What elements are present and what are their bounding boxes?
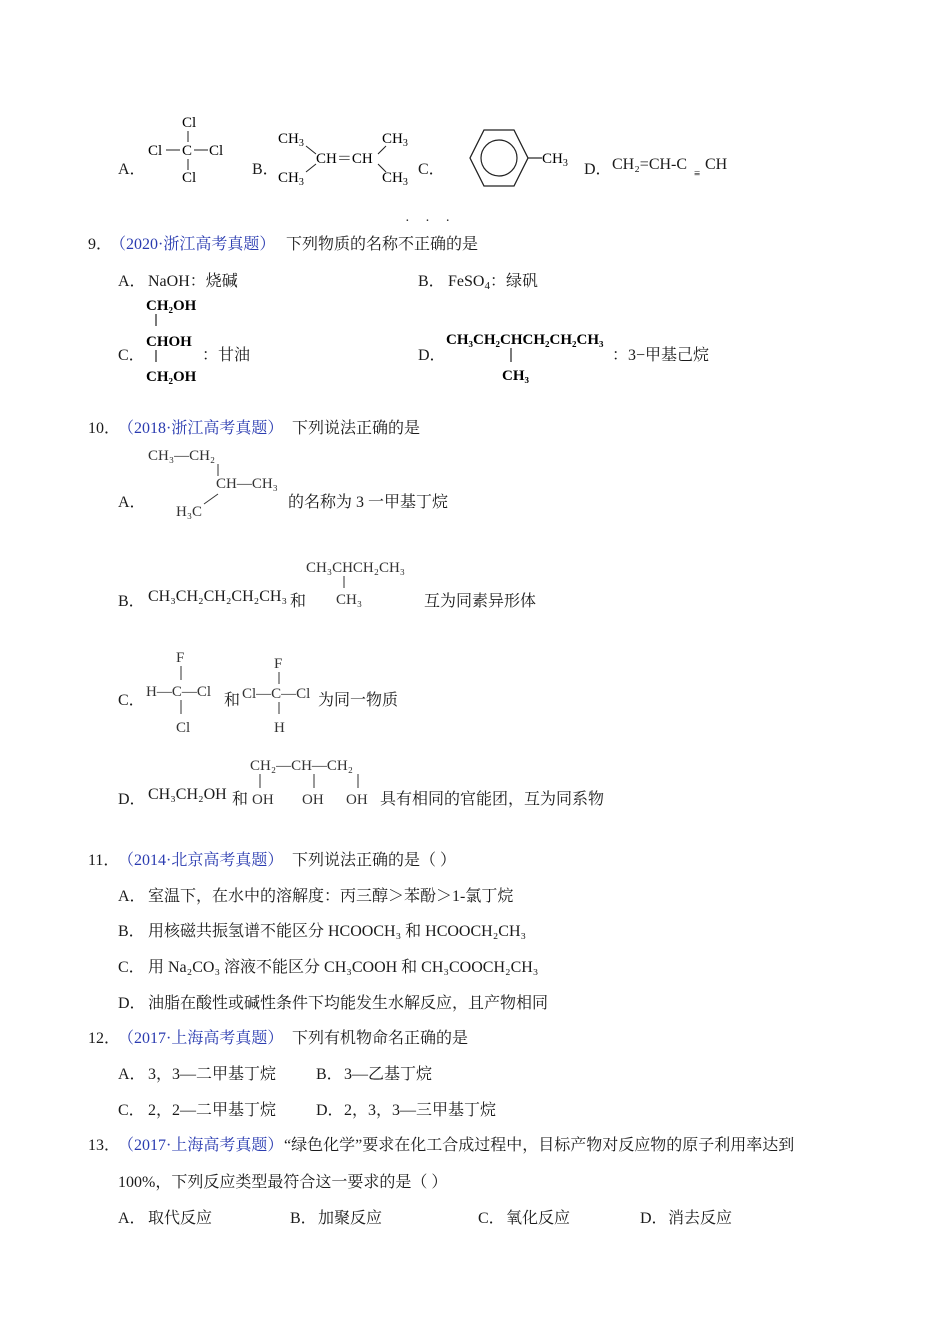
q9-option-b-text: FeSO$_4$：绿矾 <box>448 273 538 292</box>
q8-option-d-letter: D． <box>584 161 612 178</box>
svg-text:OH: OH <box>302 792 324 808</box>
svg-text:Cl—C—Cl: Cl—C—Cl <box>242 686 311 702</box>
q9-option-a-text: NaOH：烧碱 <box>148 273 238 290</box>
q12-option-b-text: 3—乙基丁烷 <box>344 1066 433 1083</box>
q9-emphasis-dots: · · · <box>405 214 456 229</box>
svg-text:CH₃CHCH₂CH₃: CH₃CHCH₂CH₃ <box>306 560 406 576</box>
svg-text:H: H <box>274 720 285 736</box>
q8-option-c-toluene <box>444 126 568 190</box>
q9-number: 9． <box>88 236 113 253</box>
svg-text:CH3: $CH_3$ <box>278 170 304 188</box>
svg-text:CHOH: CHOH <box>146 334 192 350</box>
q12-option-a-letter: A． <box>118 1066 146 1083</box>
double-bond-chain: CH＝CH <box>316 151 373 167</box>
svg-text:CH—CH₃: CH—CH₃ <box>216 476 278 492</box>
q10-option-b-formula: CH₃CH₂CH₂CH₂CH₃ <box>148 588 288 605</box>
q13-option-c-letter: C． <box>478 1210 505 1227</box>
q13-source: （2017·上海高考真题） <box>118 1137 284 1154</box>
q13-option-d-letter: D． <box>640 1210 668 1227</box>
q9-option-c-name: ：甘油 <box>202 347 251 364</box>
svg-text:F: F <box>274 656 283 672</box>
q8-option-d-formula: CH₂=CH-C <box>612 156 688 173</box>
q10-option-b-letter: B． <box>118 593 145 610</box>
svg-text:CH₃: CH₃ <box>502 368 529 384</box>
q9-option-c-letter: C． <box>118 347 145 364</box>
q10-option-b-structure <box>304 554 428 610</box>
svg-text:H₃C: H₃C <box>176 504 203 520</box>
svg-text:CH3: $CH_3$ <box>278 131 304 149</box>
q11-option-c-text: 用 Na₂CO₃ 溶液不能区分 CH₃COOH 和 CH₃COOCH₂CH₃ <box>148 959 539 976</box>
atom-cl-bottom: Cl <box>182 170 197 186</box>
q9-option-d-structure <box>444 328 619 386</box>
q8-option-d-end: CH <box>705 156 728 173</box>
q8-option-b-structure <box>276 126 416 190</box>
q13-option-b-letter: B． <box>290 1210 317 1227</box>
svg-text:H—C—Cl: H—C—Cl <box>146 684 212 700</box>
q11-option-d-text: 油脂在酸性或碱性条件下均能发生水解反应，且产物相同 <box>148 995 549 1012</box>
q9-option-c-glycerol <box>144 294 214 386</box>
svg-text:CH₃: CH₃ <box>336 592 363 608</box>
q13-option-c-text: 氧化反应 <box>506 1210 571 1227</box>
q10-option-b-text: 互为同素异形体 <box>424 593 537 610</box>
q11-option-a-text: 室温下，在水中的溶解度：丙三醇＞苯酚＞1-氯丁烷 <box>148 888 514 905</box>
atom-c-center: C <box>182 143 193 159</box>
svg-text:CH3: $CH_3$ <box>542 151 568 169</box>
q10-option-c-letter: C． <box>118 692 145 709</box>
q8-option-b-letter: B． <box>252 161 279 178</box>
q10-option-a-text: 的名称为 3 一甲基丁烷 <box>288 494 449 511</box>
svg-text:CH₂—CH—CH₂: CH₂—CH—CH₂ <box>250 758 353 774</box>
q12-option-a-text: 3，3—二甲基丁烷 <box>148 1066 277 1083</box>
q11-option-b-text: 用核磁共振氢谱不能区分 HCOOCH₃ 和 HCOOCH₂CH₃ <box>148 923 527 940</box>
q11-option-c-letter: C． <box>118 959 145 976</box>
q13-option-d-text: 消去反应 <box>668 1210 733 1227</box>
atom-cl-left: Cl <box>148 143 163 159</box>
q13-option-a-text: 取代反应 <box>148 1210 213 1227</box>
atom-cl-right: Cl <box>209 143 224 159</box>
q10-option-d-and: 和 <box>232 791 249 808</box>
q13-option-b-text: 加聚反应 <box>318 1210 383 1227</box>
q11-source: （2014·北京高考真题） <box>118 852 284 869</box>
q9-option-d-name: ：3−甲基己烷 <box>612 347 710 364</box>
q10-number: 10． <box>88 420 121 437</box>
q9-option-b-letter: B． <box>418 273 445 290</box>
q10-option-b-and: 和 <box>290 593 307 610</box>
q11-option-d-letter: D． <box>118 995 146 1012</box>
q10-option-c-text: 为同一物质 <box>318 692 399 709</box>
svg-text:CH₃CH₂CHCH₂CH₂CH₃: CH₃CH₂CHCH₂CH₂CH₃ <box>446 332 604 348</box>
svg-text:CH₃—CH₂: CH₃—CH₂ <box>148 448 216 464</box>
q10-stem: 下列说法正确的是 <box>292 420 421 437</box>
q10-option-d-text: 具有相同的官能团，互为同系物 <box>380 791 605 808</box>
q11-option-a-letter: A． <box>118 888 146 905</box>
svg-text:Cl: Cl <box>176 720 191 736</box>
q13-stem-line-2: 100%，下列反应类型最符合这一要求的是（ ） <box>118 1174 448 1191</box>
q9-option-a-letter: A． <box>118 273 146 290</box>
svg-text:CH₂OH: CH₂OH <box>146 298 197 314</box>
q10-source: （2018·浙江高考真题） <box>118 420 284 437</box>
q9-emphasis: 不正确 <box>398 236 447 253</box>
q11-stem: 下列说法正确的是（ ） <box>292 852 457 869</box>
q8-option-a-letter: A． <box>118 161 146 178</box>
svg-text:OH: OH <box>252 792 274 808</box>
q12-number: 12． <box>88 1030 121 1047</box>
q10-option-a-letter: A． <box>118 494 146 511</box>
q9-stem: 下列物质的名称不正确的是 <box>286 236 479 253</box>
q9-source: （2020·浙江高考真题） <box>110 236 276 253</box>
q10-option-c-molecule-2 <box>240 650 324 740</box>
q11-number: 11． <box>88 852 120 869</box>
triple-bond-mark: ≡ <box>694 168 701 180</box>
q8-option-a-structure <box>146 112 231 188</box>
q12-source: （2017·上海高考真题） <box>118 1030 284 1047</box>
q12-option-b-letter: B． <box>316 1066 343 1083</box>
q10-option-d-glycerol <box>248 750 380 810</box>
q12-option-d-letter: D． <box>316 1102 344 1119</box>
q12-option-d-text: 2，3，3—三甲基丁烷 <box>344 1102 497 1119</box>
svg-text:CH3: $CH_3$ <box>382 131 408 149</box>
q12-option-c-letter: C． <box>118 1102 145 1119</box>
q10-option-c-and: 和 <box>224 692 241 709</box>
q11-option-b-letter: B． <box>118 923 145 940</box>
q8-option-c-letter: C． <box>418 161 445 178</box>
q12-stem: 下列有机物命名正确的是 <box>292 1030 469 1047</box>
q9-option-d-letter: D． <box>418 347 446 364</box>
q10-option-a-structure <box>146 442 290 524</box>
atom-cl-top: Cl <box>182 115 197 131</box>
q13-number: 13． <box>88 1137 121 1154</box>
q10-option-d-letter: D． <box>118 791 146 808</box>
benzene-ring-icon <box>470 130 528 186</box>
q13-stem-line-1: “绿色化学”要求在化工合成过程中，目标产物对反应物的原子利用率达到 <box>284 1137 795 1154</box>
svg-text:OH: OH <box>346 792 368 808</box>
svg-text:F: F <box>176 650 185 666</box>
q10-option-d-formula: CH₃CH₂OH <box>148 786 227 803</box>
q13-option-a-letter: A． <box>118 1210 146 1227</box>
svg-text:CH3: $CH_3$ <box>382 170 408 188</box>
q12-option-c-text: 2，2—二甲基丁烷 <box>148 1102 277 1119</box>
q10-option-c-molecule-1 <box>144 644 228 738</box>
svg-text:CH₂OH: CH₂OH <box>146 369 197 385</box>
